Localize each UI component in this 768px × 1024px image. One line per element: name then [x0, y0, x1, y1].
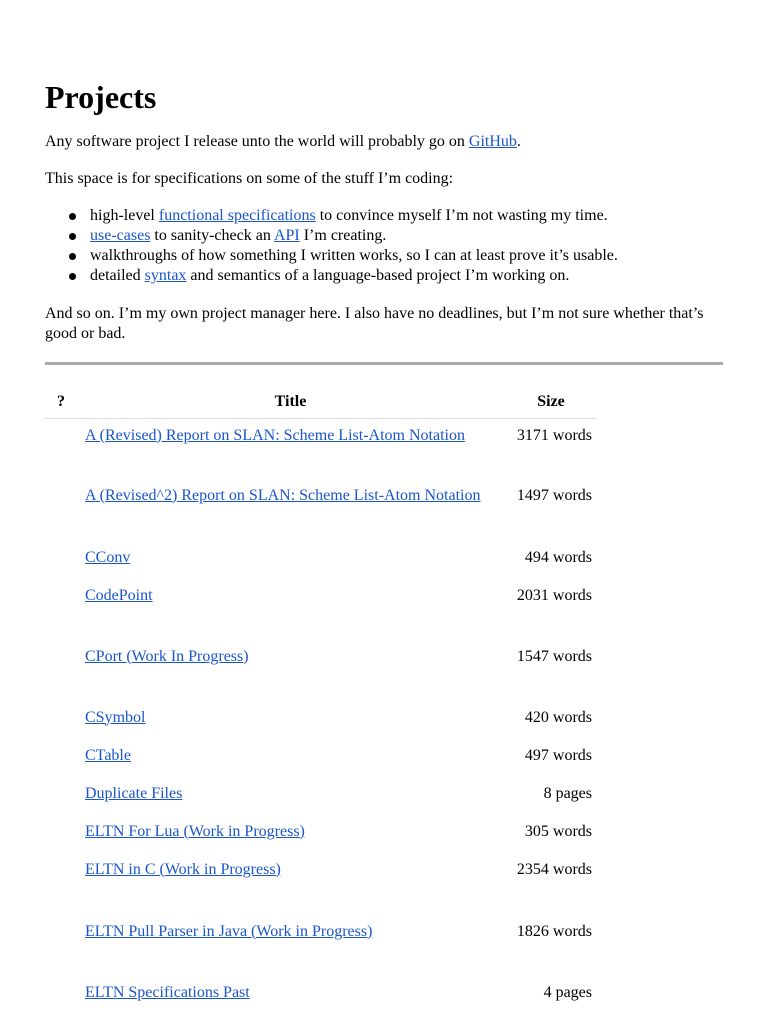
project-link[interactable]: A (Revised^2) Report on SLAN: Scheme List-Atom Notation [85, 486, 481, 504]
row-size: 494 words [524, 548, 592, 566]
table-row [45, 815, 596, 853]
table-row [45, 479, 596, 541]
project-link[interactable]: ELTN Specifications Past [85, 983, 250, 1001]
row-size: 2354 words [516, 860, 592, 878]
project-link[interactable]: CPort (Work In Progress) [85, 647, 249, 665]
project-link[interactable]: CConv [85, 548, 131, 566]
table-row [45, 541, 596, 579]
list-item-text: and semantics of a language-based project I’m working on. [186, 267, 570, 284]
table-row [45, 853, 596, 915]
row-flag [45, 640, 81, 701]
use-cases-link[interactable]: use-cases [90, 227, 151, 244]
uses-list [45, 206, 723, 286]
table-row [45, 976, 596, 1014]
table-header-row [45, 384, 596, 418]
syntax-link[interactable]: syntax [144, 267, 187, 284]
row-title [81, 915, 500, 976]
row-flag [45, 976, 81, 1014]
table-row [45, 640, 596, 701]
table-row [45, 701, 596, 739]
bullet-icon [69, 213, 76, 220]
list-item-text: I’m creating. [299, 227, 387, 244]
table-row [45, 777, 596, 815]
row-size: 4 pages [543, 983, 592, 1001]
row-flag [45, 701, 81, 739]
project-link[interactable]: Duplicate Files [85, 784, 183, 802]
table-row [45, 418, 596, 479]
list-item-text: high-level [90, 207, 159, 224]
row-size: 1497 words [516, 486, 592, 504]
project-link[interactable]: A (Revised) Report on SLAN: Scheme List-Atom Notation [85, 426, 465, 444]
row-flag [45, 541, 81, 579]
row-size: 1547 words [516, 647, 592, 665]
list-item-text: detailed [90, 267, 145, 284]
row-title [81, 701, 500, 739]
table-row [45, 579, 596, 640]
row-title [81, 777, 500, 815]
row-title [81, 541, 500, 579]
row-size: 1826 words [516, 922, 592, 940]
list-item-text: to sanity-check an [150, 227, 274, 244]
row-size: 497 words [524, 746, 592, 764]
intro-paragraph [45, 132, 723, 152]
row-title [81, 853, 500, 915]
row-title [81, 579, 500, 640]
github-link[interactable]: GitHub [468, 133, 517, 150]
row-size: 305 words [524, 822, 592, 840]
list-item [69, 226, 723, 246]
row-flag [45, 739, 81, 777]
list-item-text: to convince myself I’m not wasting my time. [315, 207, 608, 224]
row-title [81, 418, 500, 479]
row-size: 2031 words [516, 586, 592, 604]
row-title [81, 976, 500, 1014]
row-title [81, 739, 500, 777]
bullet-icon [69, 253, 76, 260]
list-item [69, 246, 723, 266]
row-flag [45, 815, 81, 853]
row-flag [45, 479, 81, 541]
page-title: Projects [45, 79, 157, 115]
closing-paragraph: And so on. I’m my own project manager here. I also have no deadlines, but I’m not sure whether that’s good or bad. [45, 305, 704, 342]
functional-specifications-link[interactable]: functional specifications [158, 207, 316, 224]
list-item-text: walkthroughs of how something I written works, so I can at least prove it’s usable. [90, 247, 618, 264]
column-header-flag: ? [45, 384, 81, 418]
row-flag [45, 915, 81, 976]
row-title [81, 479, 500, 541]
table-row [45, 739, 596, 777]
list-item [69, 266, 723, 286]
intro-period: . [516, 133, 521, 150]
project-link[interactable]: ELTN in C (Work in Progress) [85, 860, 281, 878]
projects-table [45, 384, 596, 1014]
divider [45, 362, 723, 365]
row-flag [45, 579, 81, 640]
project-link[interactable]: CodePoint [85, 586, 153, 604]
row-size: 8 pages [543, 784, 592, 802]
row-flag [45, 853, 81, 915]
row-title [81, 815, 500, 853]
bullet-icon [69, 273, 76, 280]
row-title [81, 640, 500, 701]
column-header-title: Title [81, 384, 500, 418]
api-link[interactable]: API [273, 227, 300, 244]
bullet-icon [69, 233, 76, 240]
row-size: 3171 words [516, 426, 592, 444]
project-link[interactable]: ELTN Pull Parser in Java (Work in Progress) [85, 922, 373, 940]
row-size: 420 words [524, 708, 592, 726]
project-link[interactable]: CTable [85, 746, 131, 764]
row-flag [45, 777, 81, 815]
column-header-size: Size [500, 384, 596, 418]
table-row [45, 915, 596, 976]
intro-text: Any software project I release unto the world will probably go on [45, 133, 469, 150]
space-paragraph: This space is for specifications on some of the stuff I’m coding: [45, 170, 454, 187]
project-link[interactable]: ELTN For Lua (Work in Progress) [85, 822, 305, 840]
list-item [69, 206, 723, 226]
project-link[interactable]: CSymbol [85, 708, 146, 726]
row-flag [45, 418, 81, 479]
